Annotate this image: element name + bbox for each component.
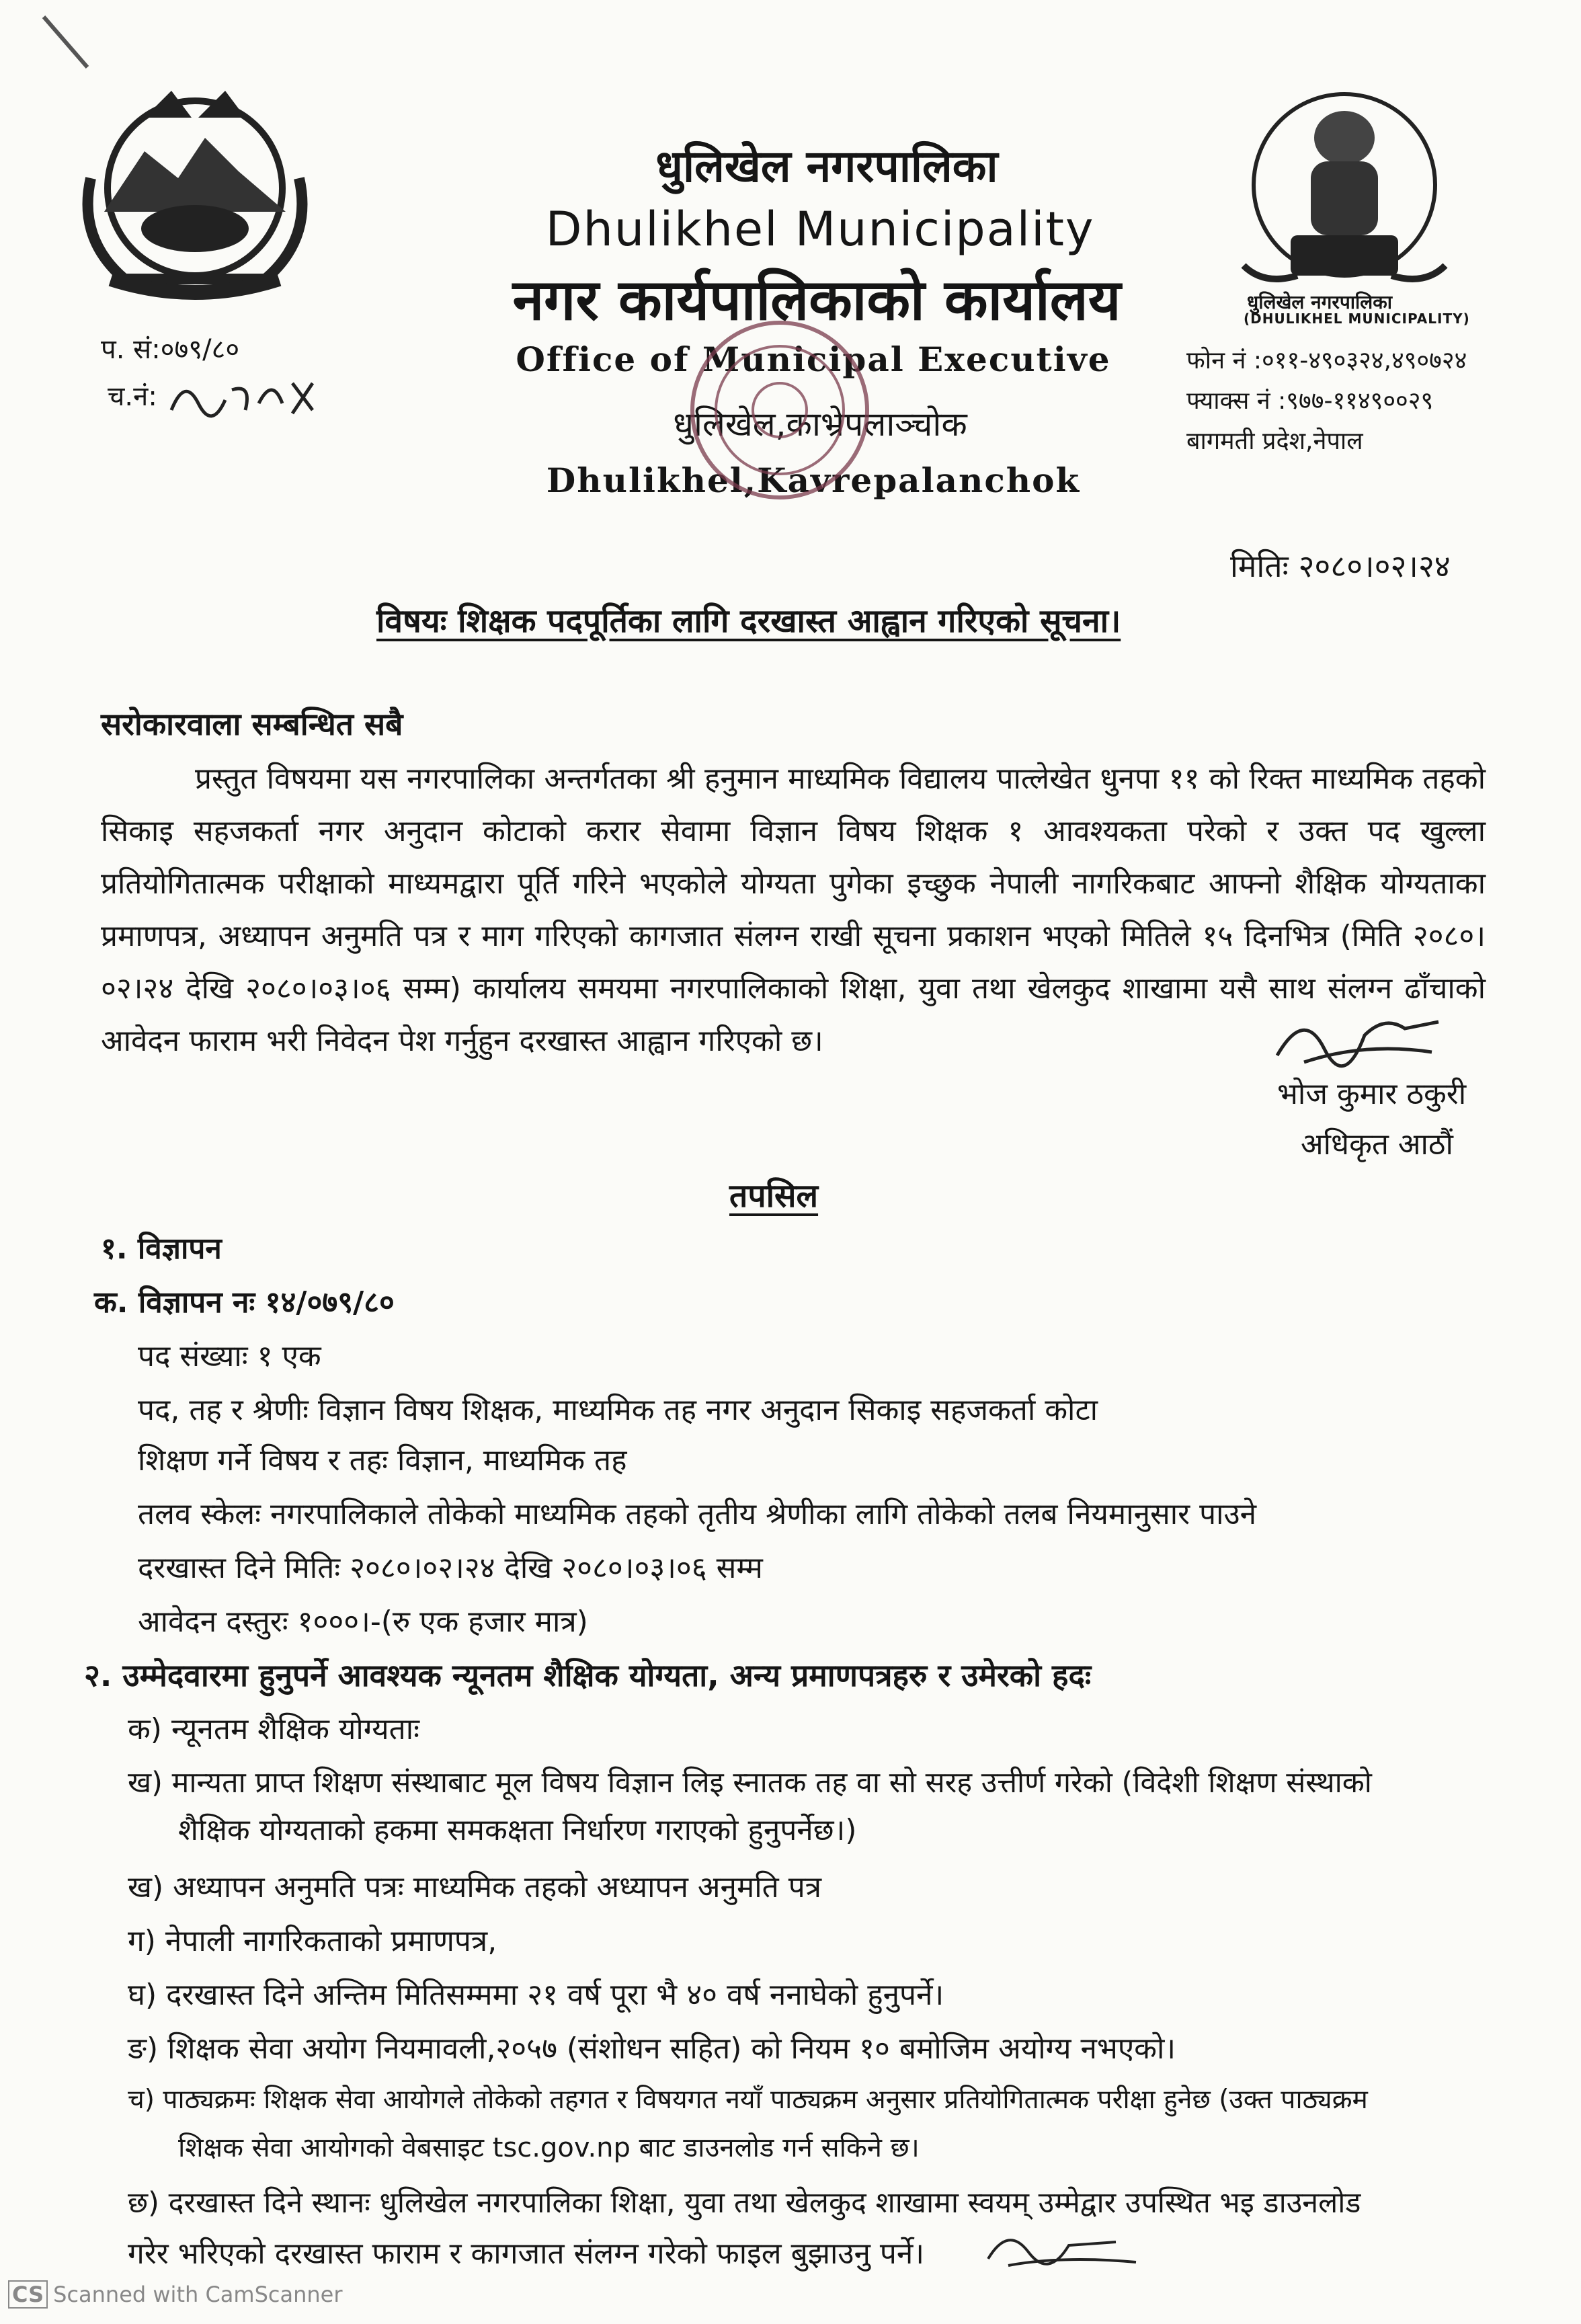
municipality-name-en: Dhulikhel Municipality: [545, 202, 1095, 257]
signature-image: [1264, 995, 1465, 1082]
municipality-name-np: धुलिखेल नगरपालिका: [655, 141, 998, 192]
phone-number: फोन नं :०११-४९०३२४,४९०७२४: [1186, 347, 1467, 374]
office-stamp-icon: [679, 309, 881, 511]
qualification-item: क) न्यूनतम शैक्षिक योग्यताः: [128, 1712, 420, 1747]
tapasil-heading: तपसिल: [729, 1177, 819, 1215]
qualification-item: शिक्षक सेवा आयोगको वेबसाइट tsc.gov.np बाट डाउनलोड गर्न सकिने छ।: [178, 2132, 920, 2163]
scanner-watermark: [8, 2280, 342, 2309]
qualification-item: गरेर भरिएको दरखास्त फाराम र कागजात संलग्न गरेको फाइल बुझाउनु पर्ने।: [128, 2237, 924, 2271]
municipality-logo-icon: [1237, 84, 1452, 316]
teaching-subject-level: शिक्षण गर्ने विषय र तहः विज्ञान, माध्यमिक तह: [138, 1443, 627, 1478]
application-dates: दरखास्त दिने मितिः २०८०।०२।२४ देखि २०८०।०३।०६ सम्म: [138, 1551, 763, 1585]
qualification-item: शैक्षिक योग्यताको हकमा समकक्षता निर्धारण गराएको हुनुपर्नेछ।): [178, 1813, 857, 1847]
location-en: Dhulikhel,Kavrepalanchok: [546, 460, 1081, 500]
letter-subject: विषयः शिक्षक पदपूर्तिका लागि दरखास्त आह्वान गरिएको सूचना।: [376, 602, 1121, 640]
signer-name: भोज कुमार ठकुरी: [1277, 1077, 1467, 1111]
letter-date: मितिः २०८०।०२।२४: [1230, 548, 1451, 584]
signer-title: अधिकृत आठौं: [1301, 1127, 1453, 1162]
qualification-item: घ) दरखास्त दिने अन्तिम मितिसम्ममा २१ वर्ष पूरा भै ४० वर्ष ननाघेको हुनुपर्ने।: [128, 1978, 944, 2012]
qualification-item: ख) मान्यता प्राप्त शिक्षण संस्थाबाट मूल विषय विज्ञान लिइ स्नातक तह वा सो सरह उत्तीर्ण गरेको (विदेशी शिक्षण संस्थाको: [128, 1766, 1372, 1800]
qualification-item: ख) अध्यापन अनुमति पत्रः माध्यमिक तहको अध्यापन अनुमति पत्र: [128, 1870, 822, 1905]
qualification-item: च) पाठ्यक्रमः शिक्षक सेवा आयोगले तोकेको तहगत र विषयगत नयाँ पाठ्यक्रम अनुसार प्रतियोगितात्मक परीक्षा हुनेछ (उक्त पाठ्यक्रम: [128, 2085, 1368, 2115]
salary-scale: तलव स्केलः नगरपालिकाले तोकेको माध्यमिक तहको तृतीय श्रेणीका लागि तोकेको तलब नियमानुसार पाउने: [138, 1497, 1257, 1531]
post-count: पद संख्याः १ एक: [138, 1339, 321, 1373]
office-name-np: नगर कार्यपालिकाको कार्यालय: [512, 267, 1121, 333]
handwritten-challan-number: [158, 363, 339, 430]
initials-signature-image: [981, 2218, 1143, 2279]
fax-number: फ्याक्स नं :९७७-११४९००२९: [1186, 387, 1434, 415]
camscanner-text: Scanned with CamScanner: [53, 2282, 343, 2307]
qualification-item: छ) दरखास्त दिने स्थानः धुलिखेल नगरपालिका शिक्षा, युवा तथा खेलकुद शाखामा स्वयम् उम्मेद्वार उपस्थित भइ डाउनलोड: [128, 2186, 1361, 2220]
application-fee: आवेदन दस्तुरः १०००।-(रु एक हजार मात्र): [138, 1605, 588, 1639]
qualification-item: ग) नेपाली नागरिकताको प्रमाणपत्र,: [128, 1924, 497, 1958]
post-level: पद, तह र श्रेणीः विज्ञान विषय शिक्षक, माध्यमिक तह नगर अनुदान सिकाइ सहजकर्ता कोटा: [138, 1393, 1098, 1427]
section-1-title: १. विज्ञापन: [101, 1232, 222, 1266]
letter-body: प्रस्तुत विषयमा यस नगरपालिका अन्तर्गतका श्री हनुमान माध्यमिक विद्यालय पात्लेखेत धुनपा ११ को रिक्त माध्यमिक तहको सिकाइ सहजकर्ता नगर अनुदान कोटाको करार सेवामा विज्ञान विषय शिक्षक १ आवश्यकता परेको र उक्त पद खुल्ला प्रतियोगितात्मक परीक्षाको माध्यमद्वारा पूर्ति गरिने भएकोले योग्यता पुगेका इच्छुक नेपाली नागरिकबाट आफ्नो शैक्षिक योग्यताका प्रमाणपत्र, अध्यापन अनुमति पत्र र माग गरिएको कागजात संलग्न राखी सूचना प्रकाशन भएको मितिले १५ दिनभित्र (मिति २०८०।०२।२४ देखि २०८०।०३।०६ सम्म) कार्यालय समयमा नगरपालिकाको शिक्षा, युवा तथा खेलकुद शाखामा यसै साथ संलग्न ढाँचाको आवेदन फाराम भरी निवेदन पेश गर्नुहुन दरखास्त आह्वान गरिएको छ।: [101, 762, 1486, 1058]
office-name-en: Office of Municipal Executive: [516, 339, 1111, 379]
challan-label: च.नं:: [108, 381, 157, 412]
qualification-item: ङ) शिक्षक सेवा अयोग नियमावली,२०५७ (संशोधन सहित) को नियम १० बमोजिम अयोग्य नभएको।: [128, 2032, 1176, 2066]
location-np: धुलिखेल,काभ्रेपलाञ्चोक: [673, 405, 967, 444]
salutation: सरोकारवाला सम्बन्धित सबै: [101, 706, 403, 742]
right-logo-caption-en: (DHULIKHEL MUNICIPALITY): [1244, 311, 1470, 327]
right-logo-caption: धुलिखेल नगरपालिका: [1247, 291, 1392, 313]
advertisement-number: क. विज्ञापन नः १४/०७९/८०: [94, 1285, 395, 1320]
nepal-emblem-icon: [64, 77, 326, 309]
reference-number: प. सं:०७९/८०: [101, 334, 240, 365]
scan-mark: [40, 13, 94, 74]
province: बागमती प्रदेश,नेपाल: [1186, 428, 1363, 455]
camscanner-badge: CS: [8, 2280, 48, 2309]
section-2-title: २. उम्मेदवारमा हुनुपर्ने आवश्यक न्यूनतम शैक्षिक योग्यता, अन्य प्रमाणपत्रहरु र उमेरको हदः: [84, 1657, 1092, 1693]
